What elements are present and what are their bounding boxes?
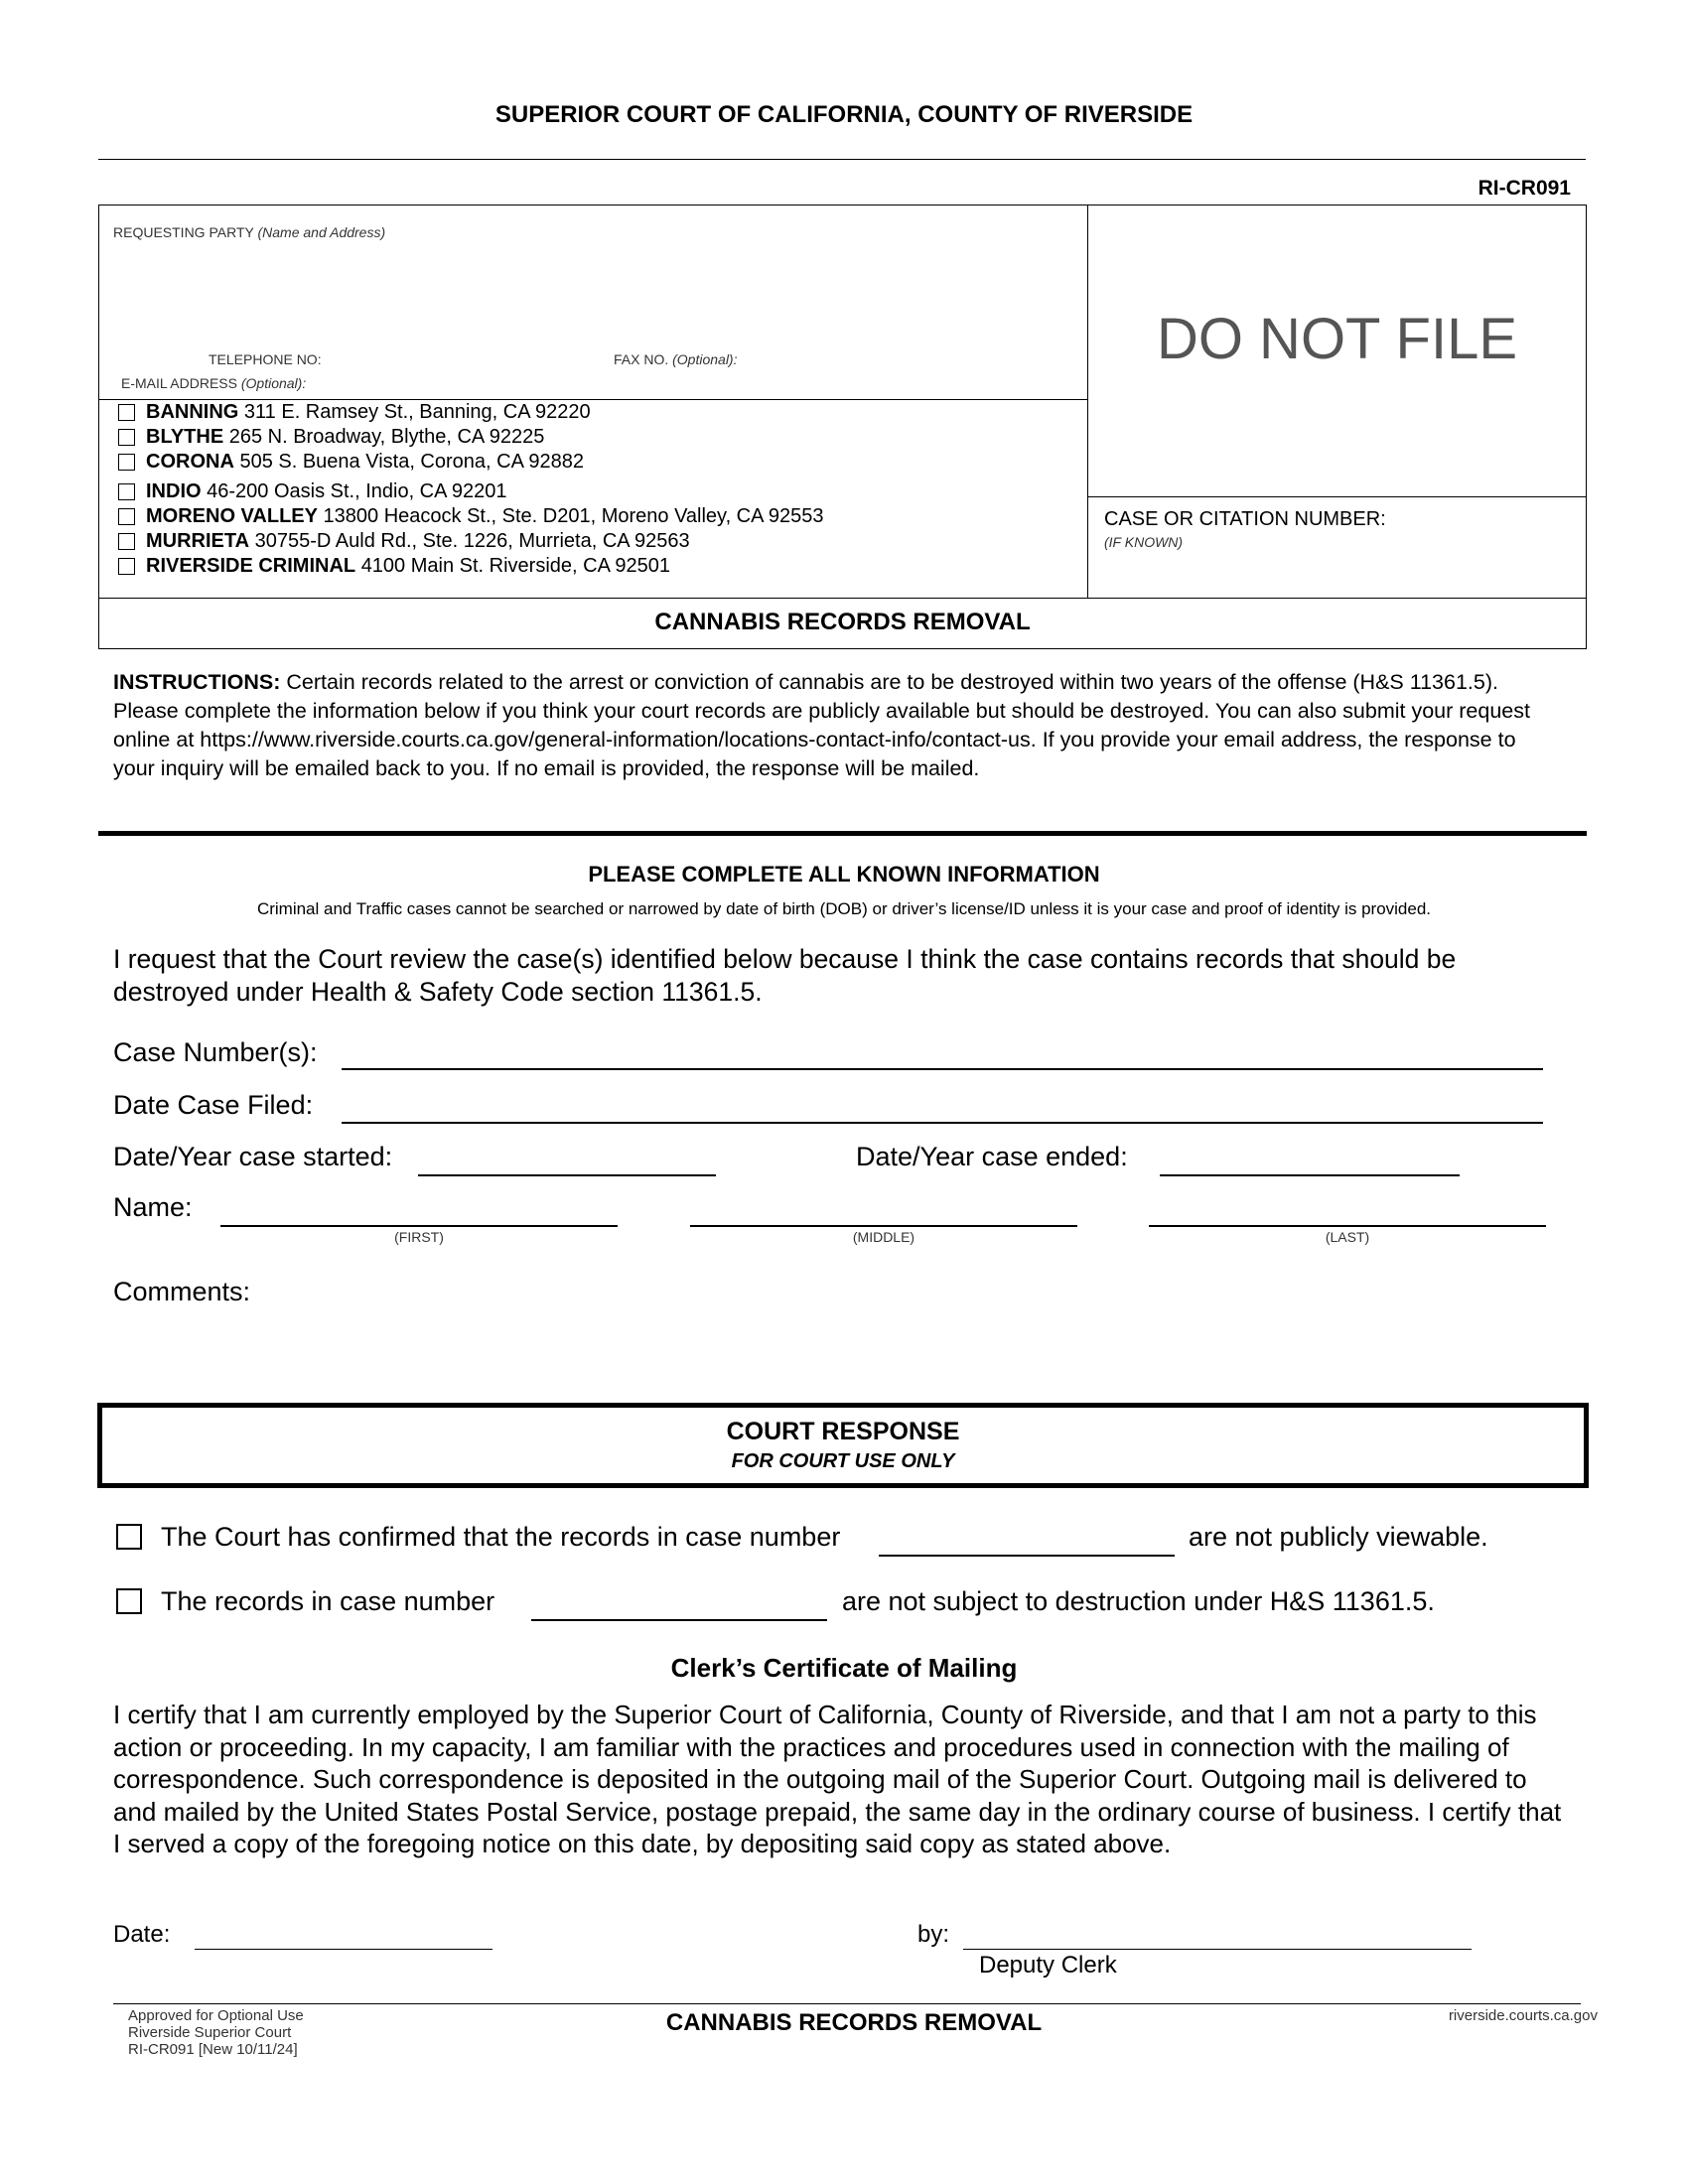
date-ended-input[interactable] [1160,1174,1460,1176]
location-murrieta: MURRIETA 30755-D Auld Rd., Ste. 1226, Murrieta, CA 92563 [146,530,690,552]
location-blythe: BLYTHE 265 N. Broadway, Blythe, CA 92225 [146,426,545,448]
requesting-party-label: REQUESTING PARTY (Name and Address) [113,224,386,240]
fax-label: FAX NO. (Optional): [614,351,738,367]
response-option1-checkbox[interactable] [116,1524,142,1550]
case-numbers-label: Case Number(s): [113,1037,318,1067]
name-middle-input[interactable] [690,1225,1077,1227]
header-divider [98,159,1586,160]
court-response-subtitle: FOR COURT USE ONLY [731,1450,955,1472]
instructions: INSTRUCTIONS: Certain records related to the arrest or conviction of cannabis are to be destroyed within two years of the offense (H&S 11361.5). Please complete the information below if you think your court records are publicly available but should be destroyed. You can also submit your request online at https://www.riverside.courts.ca.gov/general-information/locations-contact-info/contact-us. If you provide your email address, the response to your inquiry will be emailed back to you. If no email is provided, the response will be mailed. [113,670,1530,780]
name-first-caption: (FIRST) [394,1229,444,1245]
response-option2-prefix: The records in case number [161,1586,495,1616]
info-heading: PLEASE COMPLETE ALL KNOWN INFORMATION [588,862,1100,887]
email-label: E-MAIL ADDRESS (Optional): [121,375,307,391]
location-indio: INDIO 46-200 Oasis St., Indio, CA 92201 [146,480,507,502]
telephone-label: TELEPHONE NO: [209,351,322,367]
certificate-heading: Clerk’s Certificate of Mailing [670,1653,1018,1683]
do-not-file-watermark: DO NOT FILE [1156,307,1518,371]
footer-title: CANNABIS RECORDS REMOVAL [665,2009,1043,2036]
location-checkbox-banning[interactable] [118,404,135,421]
response-option1-case-input[interactable] [879,1555,1175,1557]
form-number: RI-CR091 [1477,177,1571,200]
name-last-input[interactable] [1149,1225,1546,1227]
date-started-input[interactable] [418,1174,716,1176]
deputy-clerk-caption: Deputy Clerk [979,1952,1117,1979]
footer-website[interactable]: riverside.courts.ca.gov [1448,2007,1598,2024]
response-option2-checkbox[interactable] [116,1588,142,1614]
certificate-date-input[interactable] [195,1949,492,1950]
case-number-hint: (IF KNOWN) [1104,534,1184,550]
location-corona: CORONA 505 S. Buena Vista, Corona, CA 92882 [146,451,584,473]
name-first-input[interactable] [220,1225,618,1227]
comments-input[interactable] [258,1277,1549,1356]
watermark-case-divider [1087,496,1587,497]
location-checkbox-riverside-criminal[interactable] [118,558,135,575]
case-number-label: CASE OR CITATION NUMBER: [1104,508,1386,530]
court-title: SUPERIOR COURT OF CALIFORNIA, COUNTY OF RIVERSIDE [494,101,1194,128]
name-last-caption: (LAST) [1325,1229,1370,1245]
certificate-by-label: by: [917,1921,950,1948]
footer-divider [113,2003,1581,2004]
response-option1-suffix: are not publicly viewable. [1189,1522,1488,1552]
requesting-party-field[interactable] [113,248,1066,347]
title-row-divider [98,598,1587,599]
case-number-field[interactable] [1104,554,1571,592]
date-filed-input[interactable] [342,1122,1543,1124]
location-moreno-valley: MORENO VALLEY 13800 Heacock St., Ste. D201, Moreno Valley, CA 92553 [146,505,824,527]
footer-approval: Approved for Optional Use Riverside Superior Court RI-CR091 [New 10/11/24] [128,2007,304,2058]
form-title: CANNABIS RECORDS REMOVAL [654,609,1031,635]
certificate-date-label: Date: [113,1921,171,1948]
date-ended-label: Date/Year case ended: [856,1142,1128,1171]
court-response-title: COURT RESPONSE [726,1418,960,1445]
name-label: Name: [113,1192,193,1222]
instructions-divider [98,831,1587,836]
certificate-text: I certify that I am currently employed by the Superior Court of California, County of Riverside, and that I am not a party to this action or proceeding. In my capacity, I am familiar with the practices and procedures used in connection with the mailing of correspondence. Such correspondence is deposited in the outgoing mail of the Superior Court. Outgoing mail is delivered to and mailed by the United States Postal Service, postage prepaid, the same day in the ordinary course of business. I certify that I served a copy of the foregoing notice on this date, by depositing said copy as stated above. [113,1700,1562,1858]
response-option2-case-input[interactable] [531,1619,827,1621]
location-checkbox-blythe[interactable] [118,429,135,446]
location-checkbox-moreno-valley[interactable] [118,508,135,525]
location-checkbox-corona[interactable] [118,454,135,471]
caption-vertical-divider [1087,205,1088,598]
response-option2-suffix: are not subject to destruction under H&S 11361.5. [842,1586,1435,1616]
request-text: I request that the Court review the case(s) identified below because I think the case contains records that should be destroyed under Health & Safety Code section 11361.5. [113,944,1457,1007]
response-option1-prefix: The Court has confirmed that the records in case number [161,1522,841,1552]
info-note: Criminal and Traffic cases cannot be searched or narrowed by date of birth (DOB) or driver’s license/ID unless it is your case and proof of identity is provided. [256,899,1432,918]
comments-label: Comments: [113,1277,251,1306]
location-banning: BANNING 311 E. Ramsey St., Banning, CA 92220 [146,401,591,423]
name-middle-caption: (MIDDLE) [852,1229,915,1245]
location-checkbox-murrieta[interactable] [118,533,135,550]
location-checkbox-indio[interactable] [118,483,135,500]
case-numbers-input[interactable] [342,1068,1543,1070]
location-riverside-criminal: RIVERSIDE CRIMINAL 4100 Main St. Riverside, CA 92501 [146,555,670,577]
date-started-label: Date/Year case started: [113,1142,393,1171]
date-filed-label: Date Case Filed: [113,1090,314,1120]
certificate-signature-input[interactable] [963,1949,1472,1950]
